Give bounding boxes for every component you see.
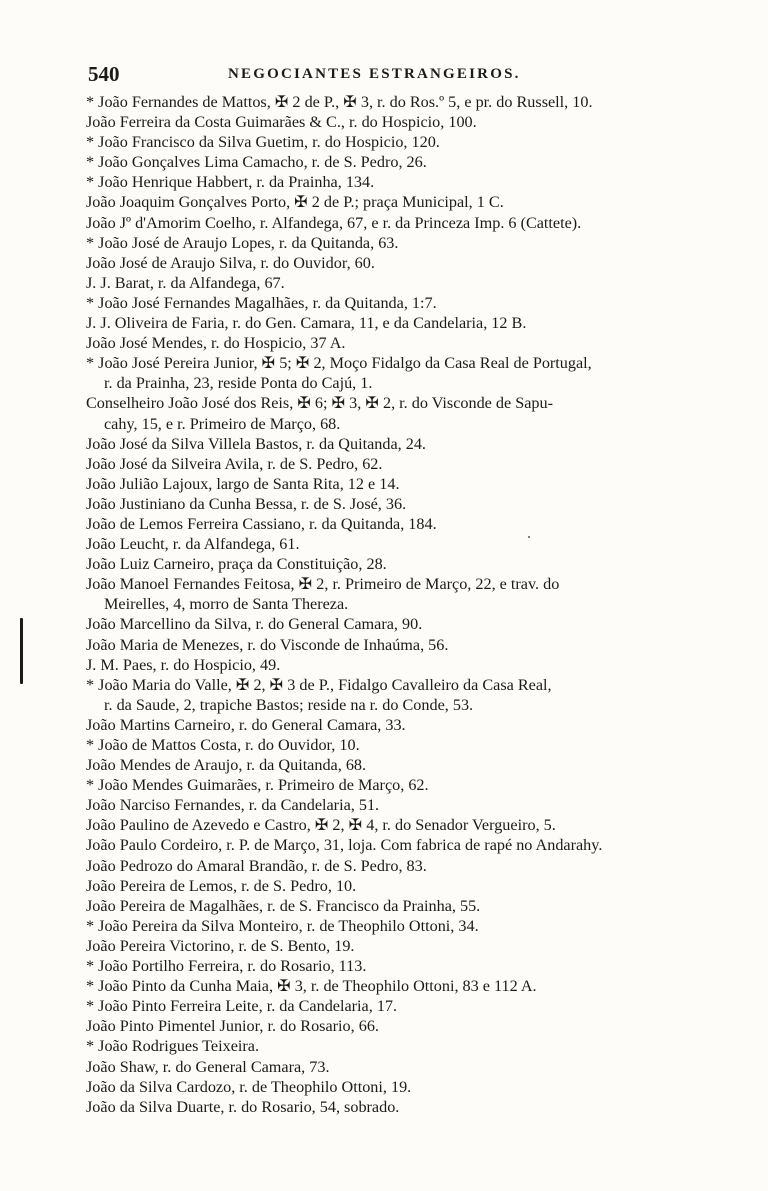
entry-line: * João Pereira da Silva Monteiro, r. de Theophilo Ottoni, 34. — [86, 916, 479, 935]
entry-line: João José da Silveira Avila, r. de S. Pedro, 62. — [86, 454, 383, 473]
entry-line: * João Portilho Ferreira, r. do Rosario, 113. — [86, 957, 367, 976]
entry-line: * João Fernandes de Mattos, ✠ 2 de P., ✠ 3, r. do Ros.º 5, e pr. do Russell, 10. — [86, 93, 593, 111]
entry-continuation-line: r. da Prainha, 23, reside Ponta do Cajú, 1. — [104, 374, 373, 393]
entry-line: João Luiz Carneiro, praça da Constituição, 28. — [86, 555, 387, 574]
page-header — [88, 62, 728, 88]
entry-line: João Pedrozo do Amaral Brandão, r. de S. Pedro, 83. — [86, 856, 427, 875]
entry-line: * João Maria do Valle, ✠ 2, ✠ 3 de P., Fidalgo Cavalleiro da Casa Real, — [86, 675, 552, 694]
entry-line: João Pereira Victorino, r. de S. Bento, 19. — [86, 936, 355, 955]
entry-line: * João Pinto da Cunha Maia, ✠ 3, r. de Theophilo Ottoni, 83 e 112 A. — [86, 977, 537, 996]
entry-line: * João Gonçalves Lima Camacho, r. de S. Pedro, 26. — [86, 153, 427, 172]
entry-line: João Pereira de Lemos, r. de S. Pedro, 10. — [86, 876, 357, 895]
entry-line: João Martins Carneiro, r. do General Camara, 33. — [86, 715, 406, 734]
entry-line: J. M. Paes, r. do Hospicio, 49. — [86, 655, 281, 674]
entry-line: João José de Araujo Silva, r. do Ouvidor, 60. — [86, 253, 375, 272]
entry-line: * João José Pereira Junior, ✠ 5; ✠ 2, Moço Fidalgo da Casa Real de Portugal, — [86, 354, 592, 373]
entry-line: J. J. Barat, r. da Alfandega, 67. — [86, 273, 285, 292]
entry-line: João Maria de Menezes, r. do Visconde de Inhaúma, 56. — [86, 635, 449, 654]
entry-line: * João Henrique Habbert, r. da Prainha, 134. — [86, 173, 375, 192]
entry-line: João Jº d'Amorim Coelho, r. Alfandega, 67, e r. da Princeza Imp. 6 (Cattete). — [86, 213, 582, 232]
merchant-list — [86, 92, 736, 1117]
entry-line: João Paulino de Azevedo e Castro, ✠ 2, ✠ 4, r. do Senador Vergueiro, 5. — [86, 816, 556, 835]
entry-line: João Narciso Fernandes, r. da Candelaria, 51. — [86, 796, 380, 815]
entry-continuation-line: Meirelles, 4, morro de Santa Thereza. — [104, 595, 349, 614]
margin-mark — [20, 618, 23, 684]
entry-line: * João Mendes Guimarães, r. Primeiro de Março, 62. — [86, 776, 429, 795]
entry-line: João Paulo Cordeiro, r. P. de Março, 31, loja. Com fabrica de rapé no Andarahy. — [86, 836, 603, 855]
entry-line: João Leucht, r. da Alfandega, 61. — [86, 535, 300, 554]
page-number: 540 — [88, 62, 120, 86]
entry-line: João Pinto Pimentel Junior, r. do Rosario, 66. — [86, 1017, 379, 1036]
entry-line: João Manoel Fernandes Feitosa, ✠ 2, r. Primeiro de Março, 22, e trav. do — [86, 575, 560, 594]
entry-line: J. J. Oliveira de Faria, r. do Gen. Camara, 11, e da Candelaria, 12 B. — [86, 314, 527, 333]
entry-line: Conselheiro João José dos Reis, ✠ 6; ✠ 3, ✠ 2, r. do Visconde de Sapu- — [86, 394, 554, 413]
entry-line: * João José de Araujo Lopes, r. da Quitanda, 63. — [86, 233, 399, 252]
entry-line: João da Silva Duarte, r. do Rosario, 54, sobrado. — [86, 1097, 400, 1116]
entry-line: João Shaw, r. do General Camara, 73. — [86, 1057, 330, 1076]
entry-line: * João José Fernandes Magalhães, r. da Quitanda, 1:7. — [86, 293, 437, 312]
running-head: NEGOCIANTES ESTRANGEIROS. — [228, 66, 521, 82]
entry-line: João Joaquim Gonçalves Porto, ✠ 2 de P.; praça Municipal, 1 C. — [86, 193, 504, 212]
entry-continuation-line: cahy, 15, e r. Primeiro de Março, 68. — [104, 414, 341, 433]
entry-line: * João Francisco da Silva Guetim, r. do Hospicio, 120. — [86, 133, 440, 152]
entry-line: João José da Silva Villela Bastos, r. da Quitanda, 24. — [86, 434, 426, 453]
entry-line: João Pereira de Magalhães, r. de S. Francisco da Prainha, 55. — [86, 896, 481, 915]
entry-line: * João de Mattos Costa, r. do Ouvidor, 10. — [86, 736, 360, 754]
entry-line: * João Pinto Ferreira Leite, r. da Candelaria, 17. — [86, 997, 398, 1016]
entry-line: João da Silva Cardozo, r. de Theophilo Ottoni, 19. — [86, 1077, 412, 1096]
entry-line: João de Lemos Ferreira Cassiano, r. da Quitanda, 184. — [86, 514, 437, 533]
entry-line: * João Rodrigues Teixeira. — [86, 1037, 259, 1056]
entry-line: João Ferreira da Costa Guimarães & C., r. do Hospicio, 100. — [86, 113, 477, 132]
entry-line: João Marcellino da Silva, r. do General Camara, 90. — [86, 615, 423, 634]
entry-line: João Julião Lajoux, largo de Santa Rita, 12 e 14. — [86, 474, 400, 493]
entry-line: João José Mendes, r. do Hospicio, 37 A. — [86, 334, 346, 353]
entry-line: João Mendes de Araujo, r. da Quitanda, 68. — [86, 756, 367, 775]
entry-line: João Justiniano da Cunha Bessa, r. de S. José, 36. — [86, 494, 407, 513]
entry-continuation-line: r. da Saude, 2, trapiche Bastos; reside na r. do Conde, 53. — [104, 695, 474, 714]
